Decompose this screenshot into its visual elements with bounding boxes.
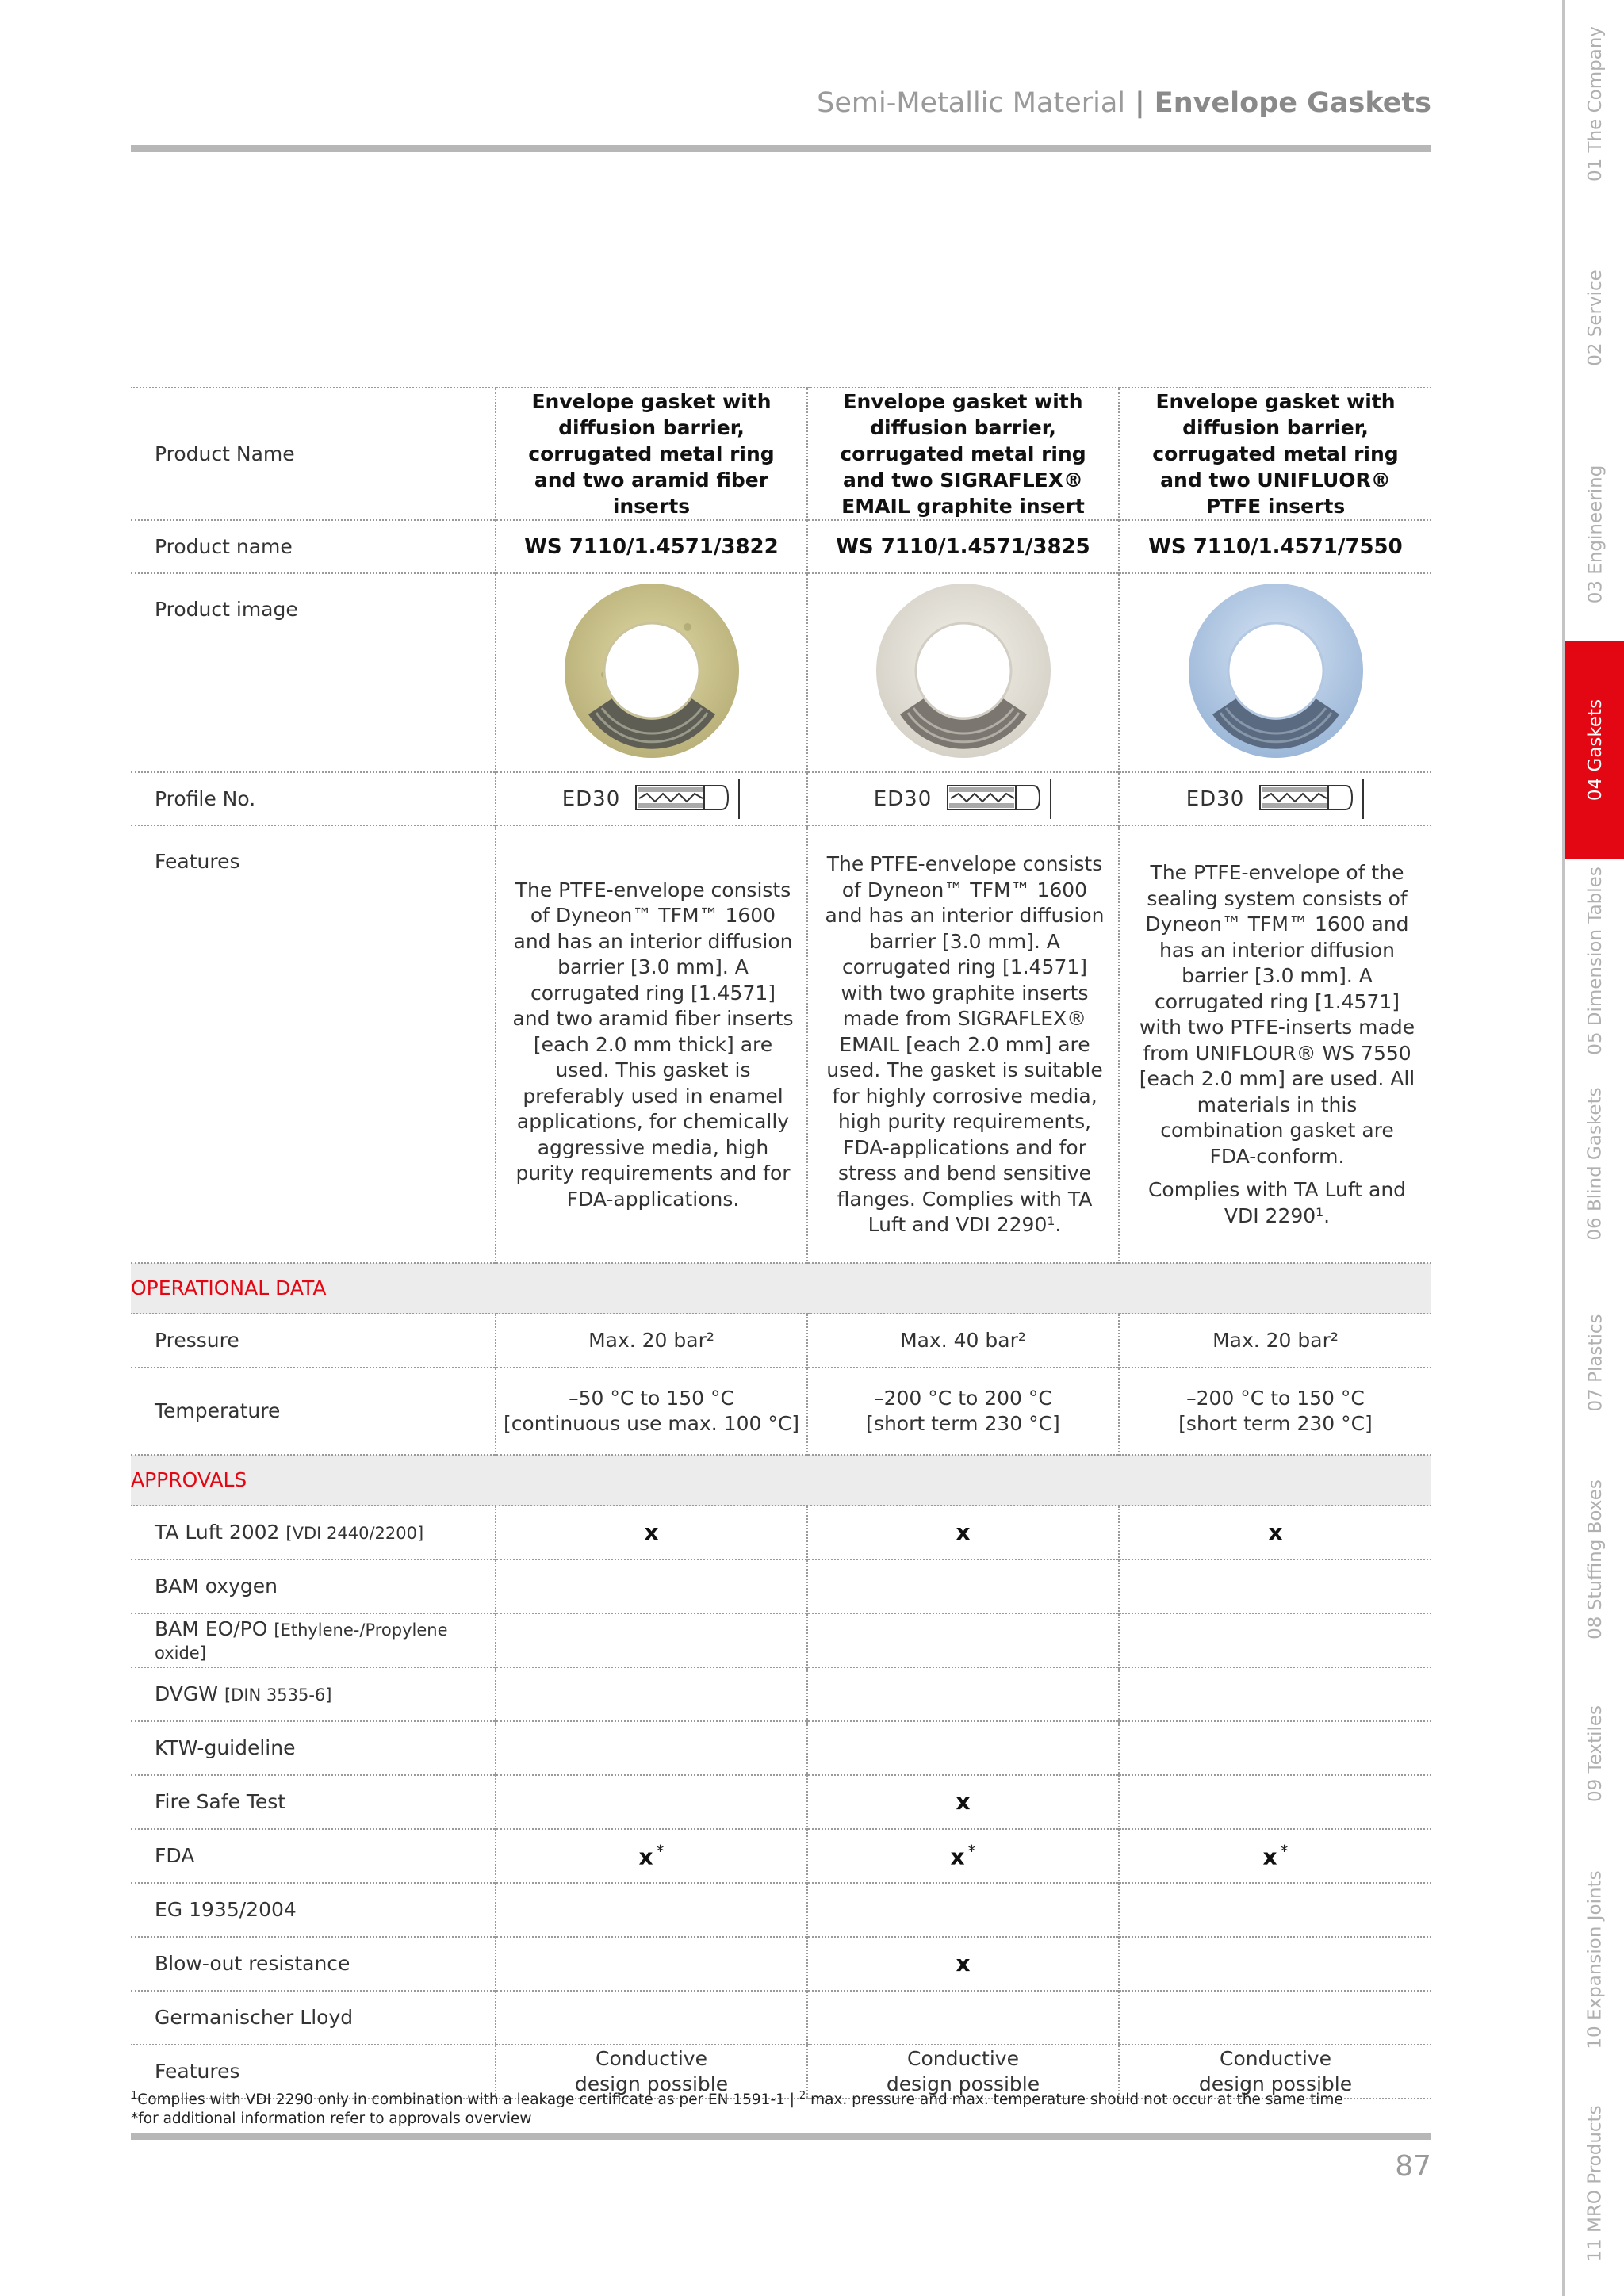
label-temperature: Temperature [131, 1368, 496, 1455]
approval-label [131, 1613, 496, 1667]
row-product-code [131, 520, 1431, 573]
features-3 [1119, 825, 1431, 1263]
profile-3 [1186, 779, 1365, 819]
approval-cell [496, 1775, 807, 1829]
approval-label-text: EG 1935/2004 [155, 1898, 297, 1921]
header-section: Semi-Metallic Material [817, 87, 1125, 119]
sidebar-tab-label: 09 Textiles [1585, 1705, 1607, 1803]
profile-1-text: ED30 [561, 786, 621, 811]
sidebar-tab[interactable] [1565, 1659, 1624, 1849]
sidebar-tab[interactable] [1565, 1265, 1624, 1460]
sidebar-tab[interactable] [1565, 641, 1624, 859]
section-operational-title: OPERATIONAL DATA [131, 1263, 1431, 1314]
sidebar-tab-label: 08 Stuffing Boxes [1585, 1479, 1606, 1640]
approval-cell [807, 1506, 1119, 1559]
approval-cell [807, 1883, 1119, 1937]
sidebar-tab[interactable] [1565, 1849, 1624, 2071]
approval-cell [807, 1829, 1119, 1883]
approval-cell [807, 1937, 1119, 1991]
label-features: Features [131, 825, 496, 1263]
approval-cell [807, 1613, 1119, 1667]
row-pressure [131, 1314, 1431, 1368]
header-rule [131, 145, 1431, 152]
header-title: Envelope Gaskets [1154, 87, 1431, 119]
approval-label-text: TA Luft 2002 [155, 1521, 280, 1544]
footnote-line-1 [131, 2087, 1343, 2110]
section-operational [131, 1263, 1431, 1314]
approval-features-2-line2: design possible [886, 2072, 1040, 2095]
approval-label [131, 1667, 496, 1721]
approval-cell [1119, 1775, 1431, 1829]
product-code-3: WS 7110/1.4571/7550 [1119, 520, 1431, 573]
temperature-1-range: –50 °C to 150 °C [569, 1386, 734, 1410]
temperature-2-range: –200 °C to 200 °C [874, 1386, 1052, 1410]
approval-cell [1119, 1667, 1431, 1721]
product-name-3 [1119, 388, 1431, 520]
approval-label-text: BAM EO/PO [155, 1617, 268, 1640]
temperature-1 [496, 1368, 807, 1455]
approval-label-suffix: [DIN 3535-6] [224, 1686, 332, 1705]
section-approvals-title: APPROVALS [131, 1455, 1431, 1506]
approval-features-1-line2: design possible [574, 2072, 729, 2095]
product-name-1-text: Envelope gasket with diffusion barrier, corrugated metal ring and two aramid fiber inserts [528, 390, 775, 518]
profile-2-text: ED30 [873, 786, 933, 811]
approval-cell [496, 1613, 807, 1667]
approval-cell [807, 1721, 1119, 1775]
temperature-3-note: [short term 230 °C] [1178, 1411, 1373, 1435]
approval-cell [807, 1559, 1119, 1613]
temperature-2-note: [short term 230 °C] [866, 1411, 1060, 1435]
product-name-2 [807, 388, 1119, 520]
approval-cell [496, 1506, 807, 1559]
approval-row [131, 1937, 1431, 1991]
row-profile [131, 772, 1431, 825]
label-product-image: Product image [131, 573, 496, 772]
approval-cell [1119, 1613, 1431, 1667]
approval-row [131, 1721, 1431, 1775]
approval-label-text: KTW-guideline [155, 1736, 296, 1759]
row-temperature [131, 1368, 1431, 1455]
label-profile: Profile No. [131, 772, 496, 825]
sidebar-tab-label: 11 MRO Products [1585, 2105, 1607, 2262]
features-3-text: The PTFE-envelope of the sealing system consists of Dyneon™ TFM™ 1600 and has an interior diffusion barrier [3.0 mm]. A corrugated ring [1.4571] with two PTFE-inserts made from UNIFLOUR® WS 7550 [each 2.0 mm] are used. All materials in this combination gasket are FDA-conform. [1139, 861, 1415, 1168]
approval-mark: x [950, 1843, 965, 1870]
product-image-cell-1 [496, 573, 807, 772]
sidebar-tab-label: 10 Expansion Joints [1585, 1870, 1606, 2049]
features-1 [496, 825, 807, 1263]
approval-row [131, 1506, 1431, 1559]
footnote-1-mark: 1 [131, 2090, 138, 2102]
temperature-3 [1119, 1368, 1431, 1455]
page-number: 87 [1395, 2150, 1431, 2183]
features-1-text: The PTFE-envelope consists of Dyneon™ TFM™ 1600 and has an interior diffusion barrier [3.0 mm]. A corrugated ring [1.4571] and two aramid fiber inserts [each 2.0 mm thick] are used. This gasket is preferably used in enamel applications, for chemically aggressive media, high purity requirements and for FDA-applications. [512, 878, 794, 1211]
sidebar-tab[interactable] [1565, 1460, 1624, 1659]
approval-label-text: BAM oxygen [155, 1575, 278, 1598]
approval-label-suffix: [Ethylene-/Propylene oxide] [155, 1620, 448, 1663]
sidebar-tab[interactable] [1565, 1062, 1624, 1265]
approval-mark: x [1268, 1519, 1283, 1545]
approval-cell [1119, 1721, 1431, 1775]
approval-cell [1119, 1506, 1431, 1559]
page-header [131, 87, 1431, 119]
temperature-1-note: [continuous use max. 100 °C] [503, 1411, 800, 1435]
profile-diagram-icon [946, 779, 1052, 819]
approval-label-text: Blow-out resistance [155, 1952, 350, 1975]
approval-cell [496, 1559, 807, 1613]
features-2 [807, 825, 1119, 1263]
footnote-2-mark: 2 [799, 2090, 806, 2102]
approval-features-2-line1: Conductive [907, 2046, 1019, 2070]
approval-cell [496, 1883, 807, 1937]
approval-cell [496, 1721, 807, 1775]
sidebar-tab-label: 06 Blind Gaskets [1585, 1087, 1606, 1241]
product-code-1: WS 7110/1.4571/3822 [496, 520, 807, 573]
features-2-text: The PTFE-envelope consists of Dyneon™ TFM™ 1600 and has an interior diffusion barrier [3.0 mm]. A corrugated ring [1.4571] with two graphite inserts made from SIGRAFLEX® EMAIL [each 2.0 mm] are used. The gasket is suitable for highly corrosive media, high purity requirements, FDA-applications and for stress and bend sensitive flanges. Complies with TA Luft and VDI 2290¹. [825, 852, 1105, 1236]
sidebar-tab[interactable] [1565, 0, 1624, 208]
approval-features-3-line1: Conductive [1220, 2046, 1331, 2070]
approval-star: * [1280, 1841, 1289, 1861]
approval-label [131, 1559, 496, 1613]
approval-label-text: DVGW [155, 1682, 219, 1705]
profile-cell-2 [807, 772, 1119, 825]
label-product-name: Product Name [131, 388, 496, 520]
row-features [131, 825, 1431, 1263]
sidebar-tab-label: 05 Dimension Tables [1585, 867, 1607, 1055]
profile-3-text: ED30 [1185, 786, 1245, 811]
approval-cell [1119, 1559, 1431, 1613]
label-product-code: Product name [131, 520, 496, 573]
temperature-3-range: –200 °C to 150 °C [1186, 1386, 1365, 1410]
approval-cell [1119, 1937, 1431, 1991]
approval-row [131, 1775, 1431, 1829]
approval-mark: x [638, 1843, 653, 1870]
section-approvals [131, 1455, 1431, 1506]
approval-mark: x [956, 1519, 971, 1545]
approval-mark: x [956, 1789, 971, 1815]
approval-label-suffix: [VDI 2440/2200] [285, 1524, 424, 1543]
approval-label [131, 1721, 496, 1775]
profile-2 [874, 779, 1053, 819]
footnote-2: max. pressure and max. temperature should not occur at the same time [810, 2091, 1343, 2109]
approval-mark: x [1262, 1843, 1277, 1870]
approval-cell [1119, 1883, 1431, 1937]
sidebar-tab-label: 01 The Company [1585, 25, 1606, 182]
footnote-3: *for additional information refer to approvals overview [131, 2110, 532, 2128]
approval-row [131, 1559, 1431, 1613]
product-name-1 [496, 388, 807, 520]
sidebar-tab[interactable] [1565, 2071, 1624, 2296]
label-pressure: Pressure [131, 1314, 496, 1368]
profile-1 [562, 779, 741, 819]
label-approval-features: Features [131, 2045, 496, 2099]
approval-cell [1119, 1991, 1431, 2045]
approval-label [131, 1506, 496, 1559]
pressure-1: Max. 20 bar² [496, 1314, 807, 1368]
sidebar-tab-label: 03 Engineering [1585, 465, 1607, 604]
sidebar-tab[interactable] [1565, 208, 1624, 428]
footer-rule [131, 2133, 1431, 2140]
approval-row [131, 1829, 1431, 1883]
sidebar-tab-label: 04 Gaskets [1585, 698, 1607, 802]
row-product-image [131, 573, 1431, 772]
approval-label-text: Germanischer Lloyd [155, 2006, 354, 2029]
row-product-name [131, 388, 1431, 520]
approval-features-3-line2: design possible [1198, 2072, 1353, 2095]
approval-label [131, 1883, 496, 1937]
pressure-2: Max. 40 bar² [807, 1314, 1119, 1368]
approval-row [131, 1667, 1431, 1721]
product-name-3-text: Envelope gasket with diffusion barrier, corrugated metal ring and two UNIFLUOR® PTFE inserts [1152, 390, 1399, 518]
gasket-aramid-image [561, 580, 743, 762]
gasket-graphite-image [872, 580, 1055, 762]
sidebar-tab[interactable] [1565, 859, 1624, 1062]
profile-diagram-icon [1258, 779, 1365, 819]
sidebar-tab[interactable] [1565, 428, 1624, 641]
approval-cell [807, 1991, 1119, 2045]
features-3-text-2: Complies with TA Luft and VDI 2290¹. [1147, 1178, 1407, 1227]
approval-label [131, 1775, 496, 1829]
approval-row [131, 1991, 1431, 2045]
approval-features-1-line1: Conductive [596, 2046, 707, 2070]
pressure-3: Max. 20 bar² [1119, 1314, 1431, 1368]
footnotes [131, 2087, 1343, 2129]
approval-label-text: FDA [155, 1844, 195, 1867]
profile-cell-1 [496, 772, 807, 825]
product-code-2: WS 7110/1.4571/3825 [807, 520, 1119, 573]
header-separator: | [1134, 87, 1145, 119]
profile-diagram-icon [634, 779, 741, 819]
approval-label [131, 1937, 496, 1991]
sidebar-tab-label: 02 Service [1585, 270, 1606, 366]
approval-cell [496, 1829, 807, 1883]
approval-cell [496, 1937, 807, 1991]
approval-row [131, 1883, 1431, 1937]
footnote-1: Complies with VDI 2290 only in combination with a leakage certificate as per EN 1591-1 | [137, 2091, 799, 2109]
spec-table [131, 387, 1431, 2099]
approval-cell [1119, 1829, 1431, 1883]
approval-cell [496, 1991, 807, 2045]
approval-star: * [967, 1841, 976, 1861]
temperature-2 [807, 1368, 1119, 1455]
approval-label-text: Fire Safe Test [155, 1790, 286, 1813]
approval-label [131, 1991, 496, 2045]
gasket-ptfe-image [1185, 580, 1367, 762]
chapter-sidebar [1562, 0, 1624, 2296]
approval-mark: x [956, 1950, 971, 1976]
approval-row [131, 1613, 1431, 1667]
approval-label [131, 1829, 496, 1883]
approval-rows [131, 1506, 1431, 2045]
approval-cell [496, 1667, 807, 1721]
profile-cell-3 [1119, 772, 1431, 825]
approval-cell [807, 1667, 1119, 1721]
approval-mark: x [644, 1519, 659, 1545]
sidebar-tab-label: 07 Plastics [1585, 1314, 1607, 1412]
product-image-cell-2 [807, 573, 1119, 772]
approval-cell [807, 1775, 1119, 1829]
approval-star: * [656, 1841, 665, 1861]
product-name-2-text: Envelope gasket with diffusion barrier, corrugated metal ring and two SIGRAFLEX® EMAIL graphite insert [840, 390, 1086, 518]
product-image-cell-3 [1119, 573, 1431, 772]
